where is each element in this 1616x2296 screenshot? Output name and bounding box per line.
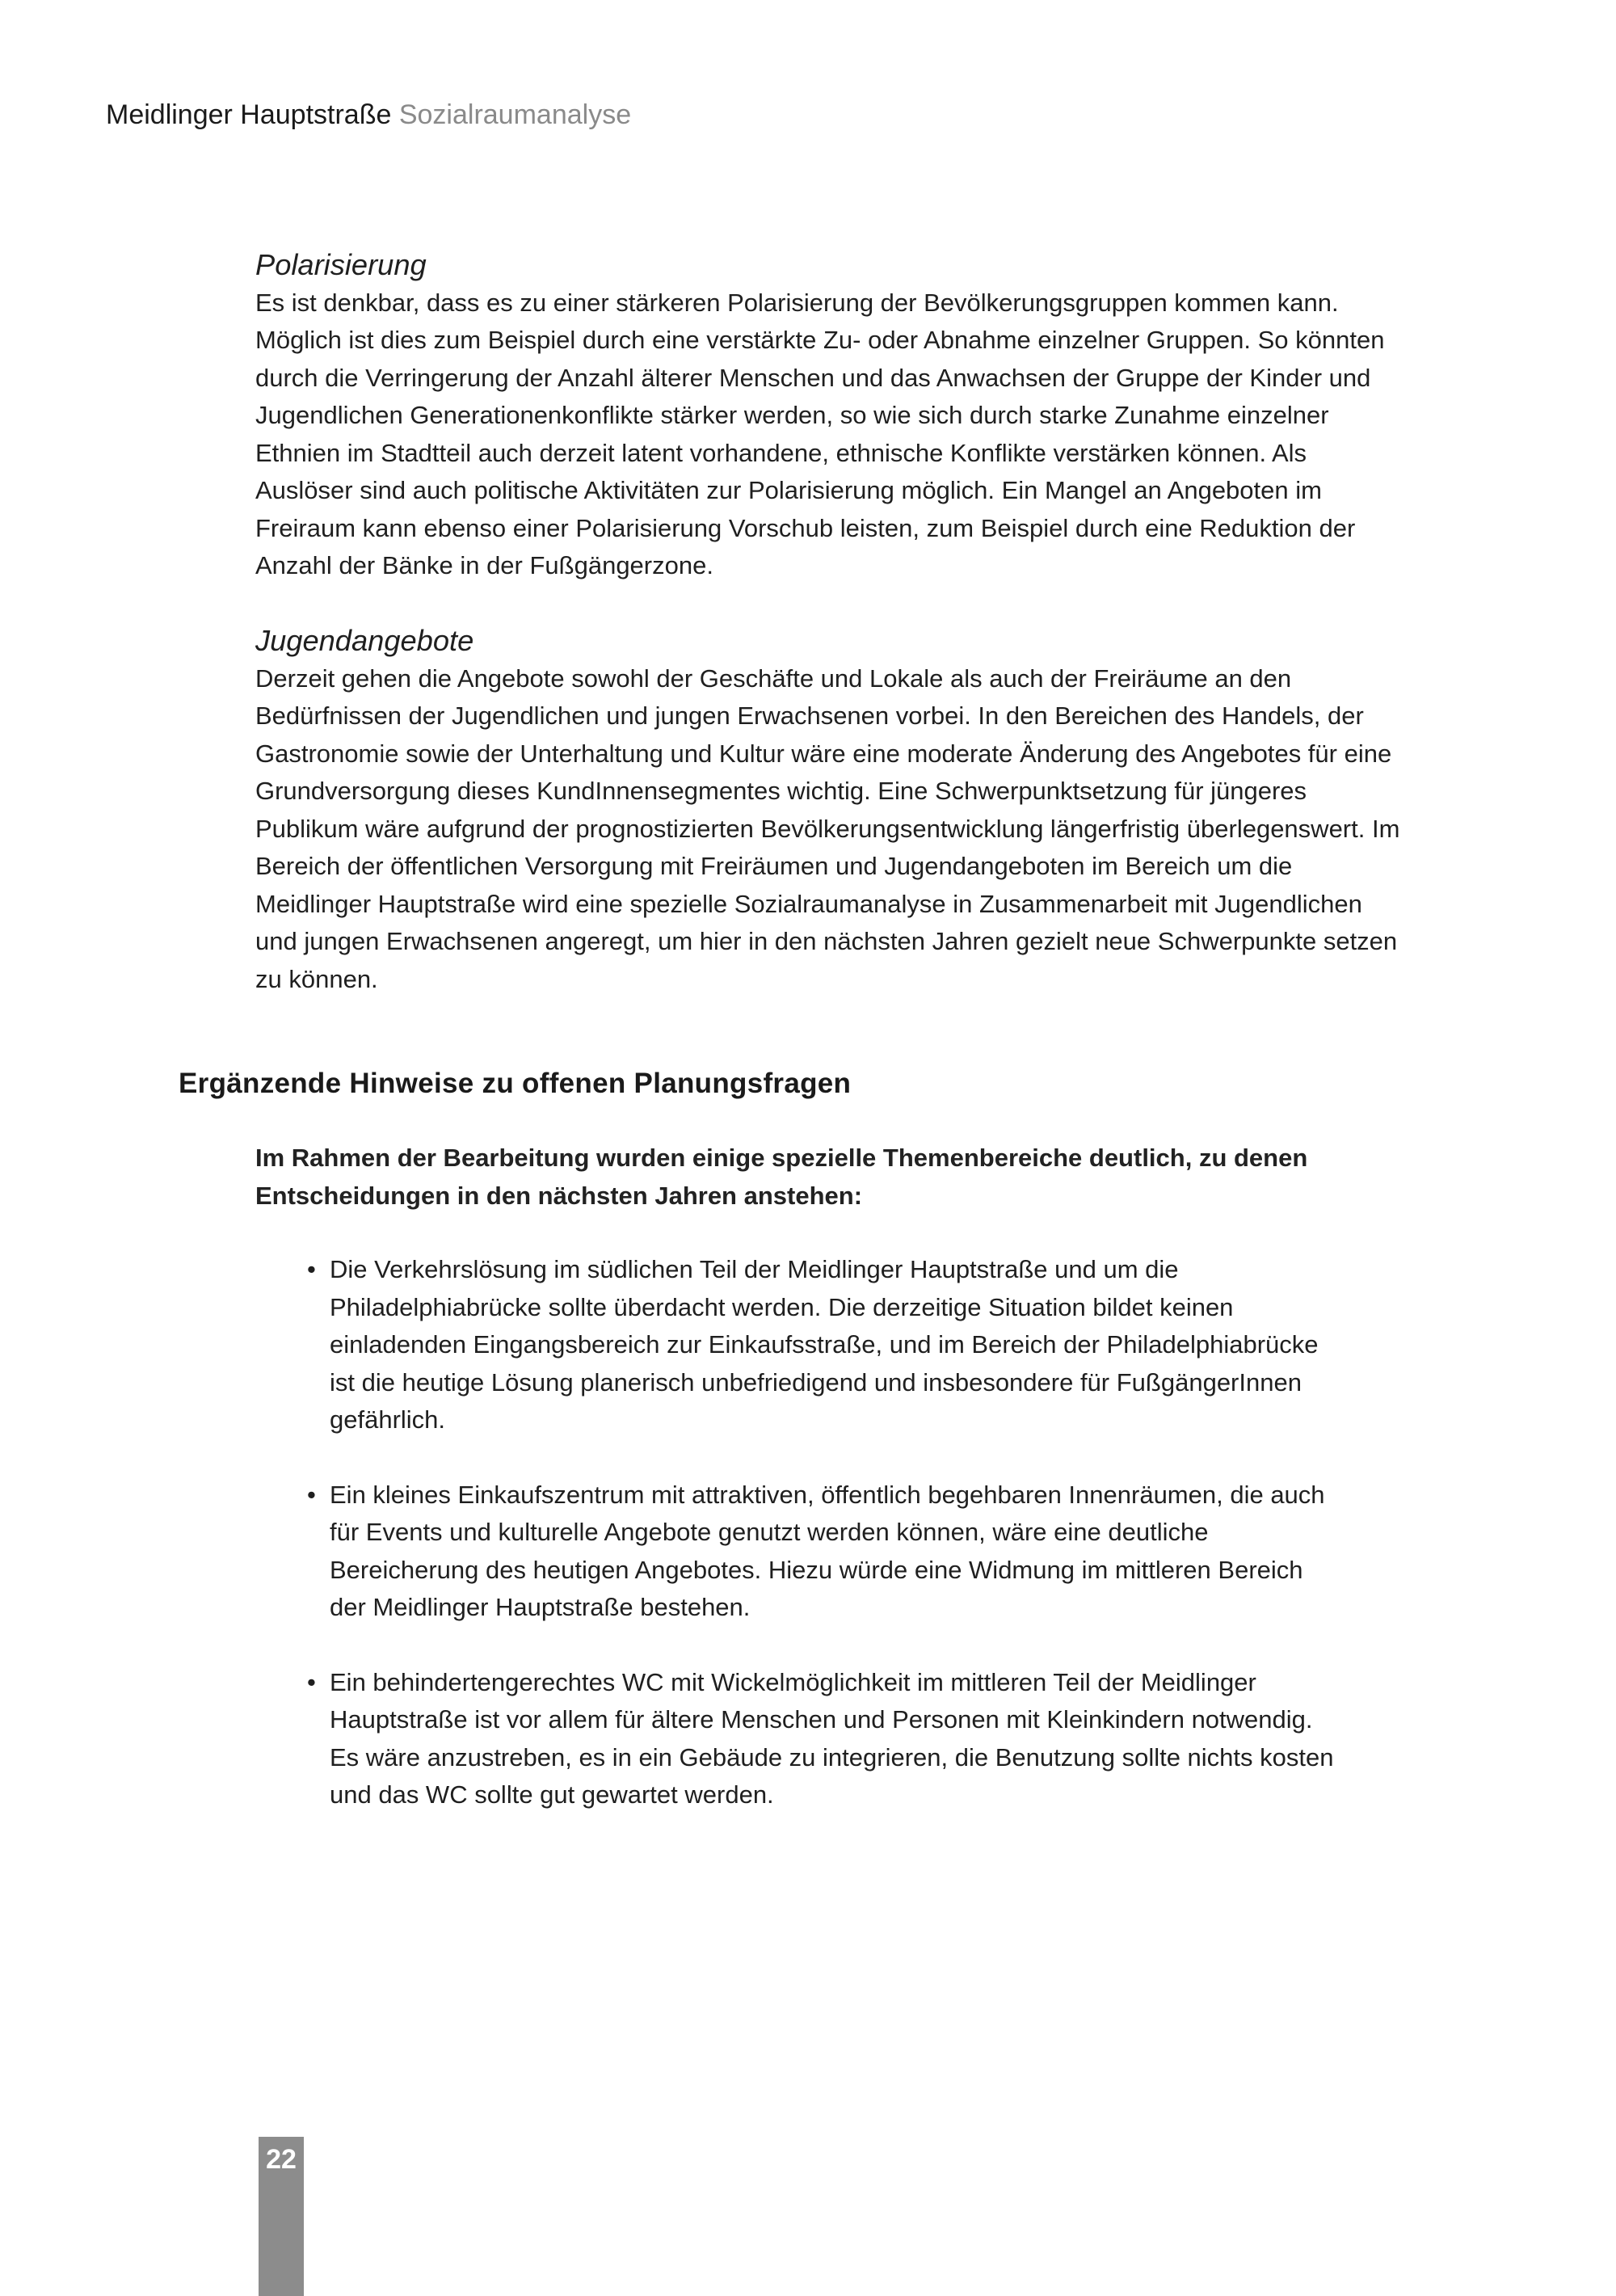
bullet-icon: • — [307, 1480, 316, 1509]
list-item — [307, 1664, 1341, 1814]
list-item-text: Ein behindertengerechtes WC mit Wickelmöglichkeit im mittleren Teil der Meidlinger Hauptstraße ist vor allem für ältere Menschen und Personen mit Kleinkindern notwendig. Es wäre anzustreben, es in ein Gebäude zu integrieren, die Benutzung sollte nichts kosten und das WC sollte gut gewartet werden. — [330, 1667, 1334, 1809]
section-heading-polarisierung: Polarisierung — [255, 248, 427, 281]
bullet-icon: • — [307, 1255, 316, 1283]
header-subtitle: Sozialraumanalyse — [398, 99, 632, 130]
main-heading: Ergänzende Hinweise zu offenen Planungsfragen — [179, 1068, 852, 1099]
list-item-text: Ein kleines Einkaufszentrum mit attraktiven, öffentlich begehbaren Innenräumen, die auch für Events und kulturelle Angebote genutzt werden können, wäre eine deutliche Bereicherung des heutigen Angebotes. Hiezu würde eine Widmung im mittleren Bereich der Meidlinger Hauptstraße bestehen. — [330, 1480, 1325, 1621]
section-polarisierung — [255, 246, 1403, 585]
page-number: 22 — [266, 2144, 297, 2175]
intro-paragraph: Im Rahmen der Bearbeitung wurden einige spezielle Themenbereiche deutlich, zu denen Entscheidungen in den nächsten Jahren anstehen: — [255, 1144, 1308, 1210]
bullet-icon: • — [307, 1667, 316, 1696]
list-item-text: Die Verkehrslösung im südlichen Teil der Meidlinger Hauptstraße und um die Philadelphiabrücke sollte überdacht werden. Die derzeitige Situation bildet keinen einladenden Eingangsbereich zur Einkaufsstraße, und im Bereich der Philadelphiabrücke ist die heutige Lösung planerisch unbefriedigend und insbesondere für FußgängerInnen gefährlich. — [330, 1255, 1319, 1434]
section-paragraph-jugendangebote: Derzeit gehen die Angebote sowohl der Geschäfte und Lokale als auch der Freiräume an den Bedürfnissen der Jugendlichen und jungen Erwachsenen vorbei. In den Bereichen des Handels, der Gastronomie sowie der Unterhaltung und Kultur wäre eine moderate Änderung des Angebotes für eine Grundversorgung dieses KundInnensegmentes wichtig. Eine Schwerpunktsetzung für jüngeres Publikum wäre aufgrund der prognostizierten Bevölkerungsentwicklung längerfristig überlegenswert. Im Bereich der öffentlichen Versorgung mit Freiräumen und Jugendangeboten im Bereich um die Meidlinger Hauptstraße wird eine spezielle Sozialraumanalyse in Zusammenarbeit mit Jugendlichen und jungen Erwachsenen angeregt, um hier in den nächsten Jahren gezielt neue Schwerpunkte setzen zu können. — [255, 664, 1400, 993]
header-title: Meidlinger Hauptstraße — [106, 99, 392, 130]
section-heading-jugendangebote: Jugendangebote — [255, 624, 474, 657]
section-jugendangebote — [255, 622, 1403, 998]
bullet-list — [307, 1251, 1341, 1852]
page-number-tab — [259, 2137, 304, 2296]
running-header — [106, 95, 631, 134]
list-item — [307, 1251, 1341, 1439]
section-paragraph-polarisierung: Es ist denkbar, dass es zu einer stärkeren Polarisierung der Bevölkerungsgruppen kommen kann. Möglich ist dies zum Beispiel durch eine verstärkte Zu- oder Abnahme einzelner Gruppen. So könnten durch die Verringerung der Anzahl älterer Menschen und das Anwachsen der Gruppe der Kinder und Jugendlichen Generationenkonflikte stärker werden, so wie sich durch starke Zunahme einzelner Ethnien im Stadtteil auch derzeit latent vorhandene, ethnische Konflikte verstärken können. Als Auslöser sind auch politische Aktivitäten zur Polarisierung möglich. Ein Mangel an Angeboten im Freiraum kann ebenso einer Polarisierung Vorschub leisten, zum Beispiel durch eine Reduktion der Anzahl der Bänke in der Fußgängerzone. — [255, 288, 1385, 579]
list-item — [307, 1477, 1341, 1627]
